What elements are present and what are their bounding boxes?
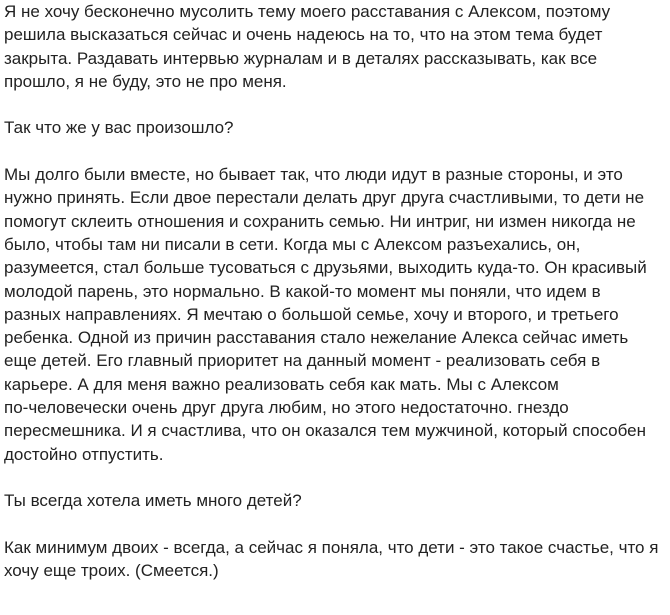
text-line: еще детей. Его главный приоритет на данный момент - реализовать себя в: [4, 351, 601, 371]
text-line: молодой парень, это нормально. В какой-то момент мы поняли, что идем в: [4, 281, 601, 301]
text-line: карьере. А для меня важно реализовать себя как мать. Мы с Алексом: [4, 374, 559, 394]
text-line: было, чтобы там ни писали в сети. Когда мы с Алексом разъехались, он,: [4, 234, 581, 254]
text-line: Мы долго были вместе, но бывает так, что люди идут в разные стороны, и это: [4, 165, 623, 185]
answer-what-happened: [4, 163, 666, 466]
text-line: прошло, я не буду, это не про меня.: [4, 71, 287, 91]
text-line: Так что же у вас произошло?: [4, 118, 234, 138]
answer-many-children: [4, 536, 666, 583]
text-line: ребенка. Одной из причин расставания стало нежелание Алекса сейчас иметь: [4, 328, 629, 348]
text-line: по-человечески очень друг друга любим, но этого недостаточно. гнездо: [4, 398, 569, 418]
article-text: [4, 0, 666, 582]
text-line: закрыта. Раздавать интервью журналам и в деталях рассказывать, как все: [4, 48, 598, 68]
text-line: достойно отпустить.: [4, 444, 164, 464]
text-line: хочу еще троих. (Смеется.): [4, 561, 219, 581]
text-line: разумеется, стал больше тусоваться с друзьями, выходить куда-то. Он красивый: [4, 258, 647, 278]
text-line: нужно принять. Если двое перестали делать друг друга счастливыми, то дети не: [4, 188, 645, 208]
text-line: решила высказаться сейчас и очень надеюсь на то, что на этом тема будет: [4, 25, 603, 45]
question-many-children: [4, 489, 666, 512]
question-what-happened: [4, 116, 666, 139]
text-line: Я не хочу бесконечно мусолить тему моего расставания с Алексом, поэтому: [4, 2, 611, 21]
paragraph-intro: [4, 0, 666, 93]
text-line: пересмешника. И я счастлива, что он оказался тем мужчиной, который способен: [4, 421, 647, 441]
text-line: помогут склеить отношения и сохранить семью. Ни интриг, ни измен никогда не: [4, 211, 636, 231]
text-line: разных направлениях. Я мечтаю о большой семье, хочу и второго, и третьего: [4, 304, 619, 324]
text-line: Ты всегда хотела иметь много детей?: [4, 491, 302, 511]
text-line: Как минимум двоих - всегда, а сейчас я поняла, что дети - это такое счастье, что я: [4, 537, 659, 557]
